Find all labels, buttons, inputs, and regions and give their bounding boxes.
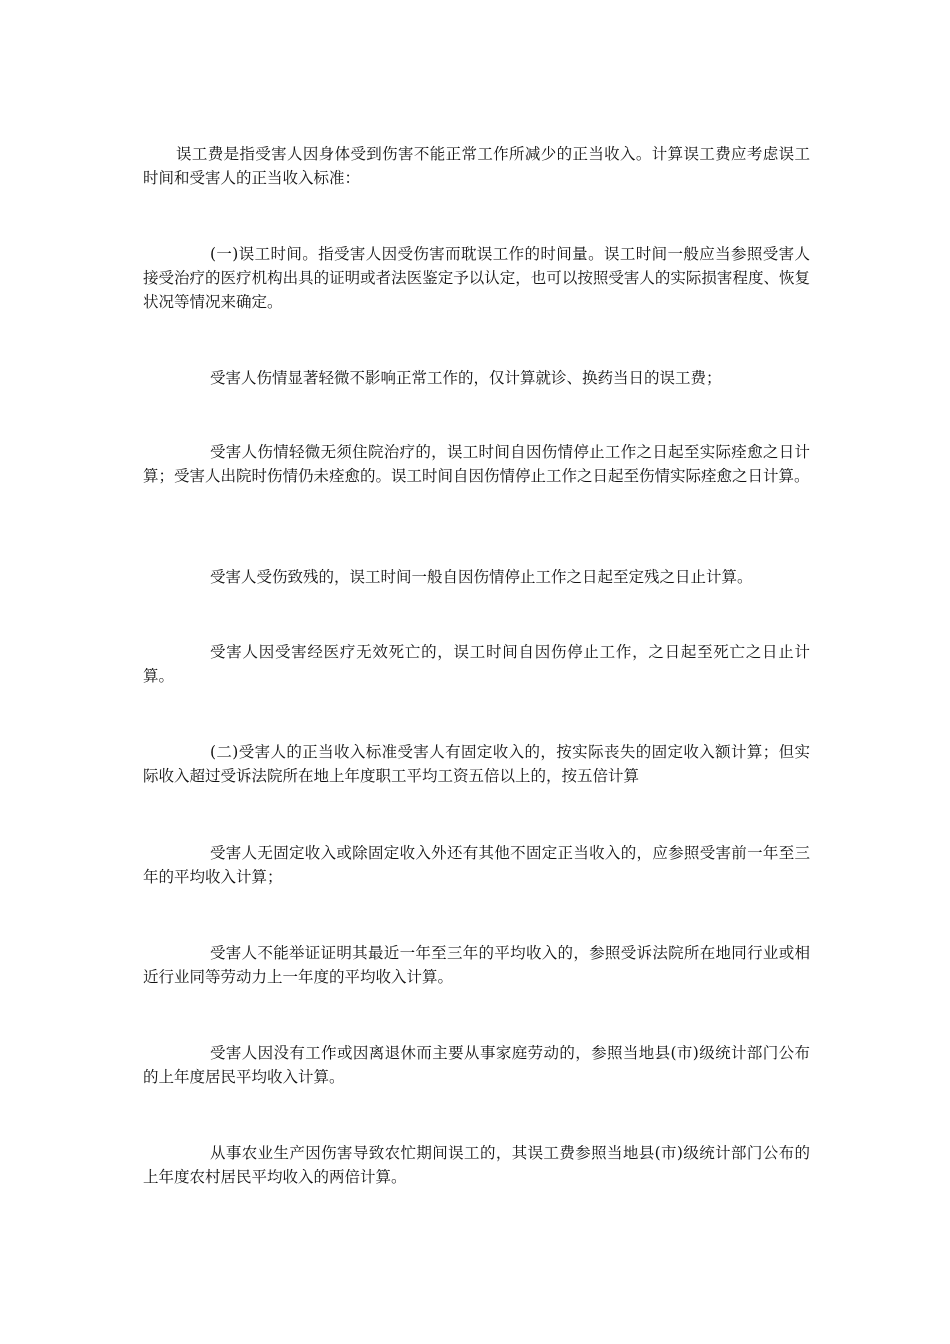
minor-injury-paragraph: 受害人伤情显著轻微不影响正常工作的，仅计算就诊、换药当日的误工费； (210, 369, 722, 387)
intro-paragraph: 误工费是指受害人因身体受到伤害不能正常工作所减少的正当收入。计算误工费应考虑误工时间和受害人的正当收入标准： (143, 145, 810, 187)
disability-paragraph: 受害人受伤致残的，误工时间一般自因伤情停止工作之日起至定残之日止计算。 (210, 568, 753, 586)
no-fixed-income-paragraph: 受害人无固定收入或除固定收入外还有其他不固定正当收入的，应参照受害前一年至三年的平均收入计算； (143, 844, 810, 886)
no-proof-income-paragraph: 受害人不能举证证明其最近一年至三年的平均收入的，参照受诉法院所在地同行业或相近行业同等劳动力上一年度的平均收入计算。 (143, 944, 810, 986)
agriculture-paragraph: 从事农业生产因伤害导致农忙期间误工的，其误工费参照当地县(市)级统计部门公布的上年度农村居民平均收入的两倍计算。 (143, 1144, 810, 1186)
no-hospital-paragraph: 受害人伤情轻微无须住院治疗的，误工时间自因伤情停止工作之日起至实际痊愈之日计算；受害人出院时伤情仍未痊愈的。误工时间自因伤情停止工作之日起至伤情实际痊愈之日计算。 (143, 443, 810, 485)
income-standard-paragraph: (二)受害人的正当收入标准受害人有固定收入的，按实际丧失的固定收入额计算；但实际收入超过受诉法院所在地上年度职工平均工资五倍以上的，按五倍计算 (143, 743, 810, 785)
death-paragraph: 受害人因受害经医疗无效死亡的，误工时间自因伤停止工作，之日起至死亡之日止计算。 (143, 643, 810, 685)
household-labor-paragraph: 受害人因没有工作或因离退休而主要从事家庭劳动的，参照当地县(市)级统计部门公布的上年度居民平均收入计算。 (143, 1044, 810, 1086)
lost-time-paragraph: (一)误工时间。指受害人因受伤害而耽误工作的时间量。误工时间一般应当参照受害人接受治疗的医疗机构出具的证明或者法医鉴定予以认定，也可以按照受害人的实际损害程度、恢复状况等情况来确定。 (143, 245, 810, 311)
